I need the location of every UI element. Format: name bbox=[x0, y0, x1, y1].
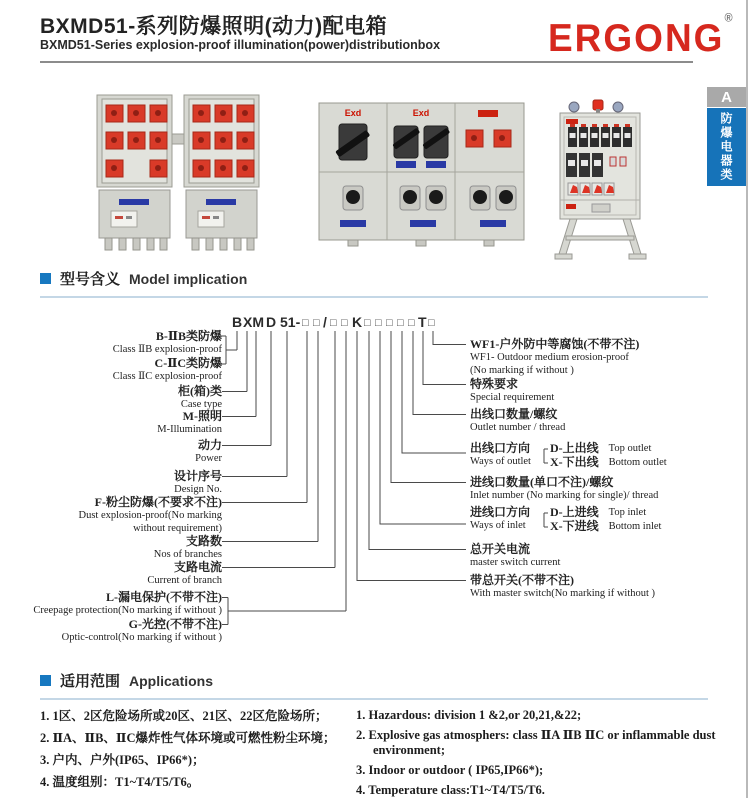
label-zh: 出线口方向 bbox=[470, 441, 531, 455]
label-en: M-Illumination bbox=[157, 424, 222, 435]
model-option bbox=[550, 442, 651, 455]
label-en: master switch current bbox=[470, 557, 561, 568]
model-code-token: □ bbox=[386, 317, 393, 329]
label-zh: 出线口数量/螺纹 bbox=[470, 407, 558, 421]
label-zh: 支路电流 bbox=[173, 560, 222, 574]
label-zh: 带总开关(不带不注) bbox=[470, 573, 574, 587]
section-title-zh: 适用范围 bbox=[60, 673, 121, 690]
model-label-left bbox=[195, 439, 222, 465]
model-code-token: XM bbox=[243, 314, 264, 330]
model-label-left bbox=[174, 470, 222, 496]
label-en: Class ⅡC explosion-proof bbox=[112, 371, 222, 382]
model-label-right bbox=[470, 574, 655, 600]
page-title: BXMD51-系列防爆照明(动力)配电箱 bbox=[40, 15, 388, 38]
label-zh: 进线口方向 bbox=[470, 505, 531, 519]
brand-logo-text: ERGONG bbox=[548, 16, 725, 60]
label-en: Nos of branches bbox=[153, 549, 222, 560]
model-code-token: □ bbox=[375, 317, 382, 329]
product-image-wall-boxes bbox=[94, 94, 270, 256]
section-bullet-icon bbox=[40, 675, 51, 686]
list-item: 4. Temperature class:T1~T4/T5/T6. bbox=[356, 783, 545, 797]
label-zh: 动力 bbox=[197, 438, 222, 452]
page-subtitle: BXMD51-Series explosion-proof illumination(power)distributionbox bbox=[40, 38, 441, 52]
label-en: Case type bbox=[180, 399, 222, 410]
model-label-right bbox=[470, 476, 658, 502]
section-bullet-icon bbox=[40, 273, 51, 284]
option-zh: D-上出线 bbox=[550, 441, 599, 455]
section-divider bbox=[40, 296, 708, 298]
label-en: Power bbox=[195, 453, 222, 464]
label-zh: 支路数 bbox=[185, 534, 222, 548]
section-header-model bbox=[40, 268, 247, 289]
list-item: 3. 户内、户外(IP65、IP66*)； bbox=[40, 753, 205, 767]
label-en: Ways of inlet bbox=[470, 520, 526, 531]
brand-logo bbox=[548, 12, 733, 60]
model-label-left bbox=[33, 591, 222, 617]
label-zh: G-光控(不带不注) bbox=[128, 617, 222, 631]
applications-list-zh bbox=[40, 708, 352, 796]
model-code-token: 51- bbox=[280, 314, 301, 330]
label-en: Current of branch bbox=[147, 575, 222, 586]
label-en: without requirement) bbox=[133, 523, 222, 534]
label-en: (No marking if without ) bbox=[470, 365, 574, 376]
model-option bbox=[550, 456, 667, 469]
model-label-right bbox=[470, 506, 530, 532]
model-code-token: K bbox=[352, 314, 363, 330]
model-code-token: □ bbox=[364, 317, 371, 329]
option-zh: X-下进线 bbox=[550, 519, 599, 533]
label-zh: 特殊要求 bbox=[470, 377, 519, 391]
model-code-token: T bbox=[418, 314, 427, 330]
registered-mark: ® bbox=[724, 12, 733, 25]
model-label-left bbox=[62, 618, 222, 644]
model-label-right bbox=[470, 442, 531, 468]
label-zh: 设计序号 bbox=[173, 469, 222, 483]
label-en: Dust explosion-proof(No marking bbox=[78, 510, 222, 521]
label-en: Creepage protection(No marking if without ) bbox=[33, 605, 222, 616]
list-item: 2. ⅡA、ⅡB、ⅡC爆炸性气体环境或可燃性粉尘环境； bbox=[40, 731, 336, 745]
model-code-token: □ bbox=[408, 317, 415, 329]
label-en: Class ⅡB explosion-proof bbox=[112, 344, 222, 355]
label-en: Design No. bbox=[174, 484, 222, 495]
model-label-left bbox=[147, 561, 222, 587]
label-zh: M-照明 bbox=[182, 409, 222, 423]
label-zh: C-ⅡC类防爆 bbox=[154, 356, 222, 370]
section-header-applications bbox=[40, 670, 213, 691]
option-en: Bottom inlet bbox=[608, 521, 662, 532]
option-en: Top outlet bbox=[608, 443, 652, 454]
label-en: With master switch(No marking if without ) bbox=[470, 588, 656, 599]
model-code-token: □ bbox=[341, 317, 348, 329]
label-zh: B-ⅡB类防爆 bbox=[155, 329, 222, 343]
option-zh: D-上进线 bbox=[550, 505, 599, 519]
model-option bbox=[550, 520, 661, 533]
list-item: 1. Hazardous: division 1 &2,or 20,21,&22; bbox=[356, 708, 582, 722]
model-label-left bbox=[157, 410, 222, 436]
category-tab-letter: A bbox=[707, 87, 746, 107]
applications-list-en bbox=[356, 708, 744, 798]
label-zh: WF1-户外防中等腐蚀(不带不注) bbox=[470, 337, 640, 351]
label-en: Inlet number (No marking for single)/ thread bbox=[470, 490, 659, 501]
model-code-token: □ bbox=[313, 317, 320, 329]
model-label-right bbox=[470, 378, 554, 404]
model-code-token: B bbox=[232, 314, 243, 330]
option-en: Top inlet bbox=[608, 507, 647, 518]
model-code-token: D bbox=[266, 314, 277, 330]
model-label-right bbox=[470, 408, 565, 434]
label-zh: L-漏电保护(不带不注) bbox=[106, 590, 222, 604]
section-title-en: Model implication bbox=[129, 270, 248, 287]
product-image-three-gang-box bbox=[318, 102, 526, 247]
model-label-left bbox=[154, 535, 222, 561]
list-item: 2. Explosive gas atmosphers: class ⅡA ⅡB ⅡC or inflammable dust environment; bbox=[356, 728, 716, 757]
model-code-token: / bbox=[323, 314, 327, 330]
list-item: 4. 温度组别：T1~T4/T5/T6。 bbox=[40, 775, 200, 789]
product-image-floor-cabinet bbox=[552, 94, 652, 264]
label-zh: F-粉尘防爆(不要求不注) bbox=[94, 495, 222, 509]
label-zh: 进线口数量(单口不注)/螺纹 bbox=[470, 475, 614, 489]
list-item: 3. Indoor or outdoor ( IP65,IP66*); bbox=[356, 763, 544, 777]
exd-marking: Exd bbox=[412, 108, 430, 118]
label-en: Optic-control(No marking if without ) bbox=[61, 632, 222, 643]
section-title-zh: 型号含义 bbox=[60, 271, 121, 288]
model-label-left bbox=[113, 357, 222, 383]
label-en: Special requirement bbox=[470, 392, 555, 403]
label-zh: 柜(箱)类 bbox=[178, 384, 222, 398]
label-zh: 总开关电流 bbox=[470, 542, 531, 556]
section-title-en: Applications bbox=[129, 672, 214, 689]
label-en: Outlet number / thread bbox=[470, 422, 566, 433]
page-right-border bbox=[746, 0, 748, 798]
list-item: 1. 1区、2区危险场所或20区、21区、22区危险场所； bbox=[40, 709, 328, 723]
model-code-token: □ bbox=[428, 317, 435, 329]
model-label-right bbox=[470, 543, 560, 569]
label-en: Ways of outlet bbox=[470, 456, 531, 467]
label-en: WF1- Outdoor medium erosion-proof bbox=[470, 352, 629, 363]
model-code-token: □ bbox=[302, 317, 309, 329]
model-label-left bbox=[113, 330, 222, 356]
exd-marking: Exd bbox=[344, 108, 362, 118]
category-tab-label: 防爆电器类 bbox=[707, 108, 746, 186]
model-code-token: □ bbox=[397, 317, 404, 329]
model-label-left bbox=[178, 385, 222, 411]
option-en: Bottom outlet bbox=[608, 457, 667, 468]
option-zh: X-下出线 bbox=[550, 455, 599, 469]
model-option bbox=[550, 506, 646, 519]
model-label-right bbox=[470, 338, 639, 377]
model-code-token: □ bbox=[330, 317, 337, 329]
section-divider bbox=[40, 698, 708, 700]
model-label-left bbox=[79, 496, 222, 535]
header-divider bbox=[40, 61, 693, 63]
